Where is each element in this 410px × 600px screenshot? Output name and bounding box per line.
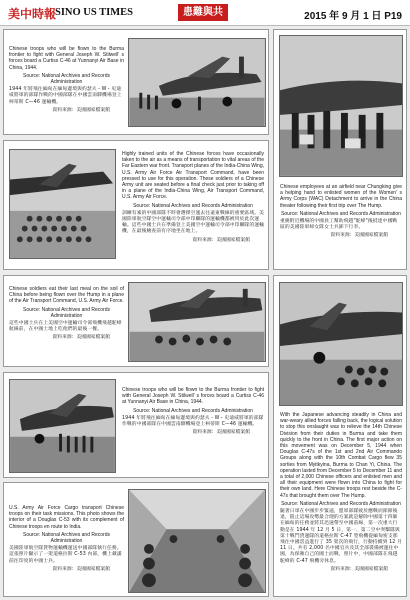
caption-cn: 重慶附近機場的中國員工幫助飛越"駝峰"後抵達中國戰區的美國陸軍婦女隊女士兵卸下行李。 xyxy=(280,219,398,231)
caption-6 xyxy=(280,184,402,242)
caption-cn-source: 資料來源：美國國家檔案館 xyxy=(330,566,388,572)
brand-english: SINO US TIMES xyxy=(55,7,134,18)
photo-troops-resting xyxy=(279,282,403,406)
caption-en: Chinese employees at an airfield near Chungking give a helping hand to enlisted women of the Women’ s Army Corps (WAC) Detachment to arrive in the China theater following their first trip over The Hump. xyxy=(280,184,402,209)
photo-wac-arrival xyxy=(279,35,403,177)
caption-cn: 隨著日軍在中國步步緊逼，盟軍部隊疲於應戰而節節後退，阻止這場攻勢最合理的方案就是解除中國第十四師在緬甸的任務並將其迅速帶至中國前線，第一次重大行動是在 1944 年 12 月 5 日，第一、第二空中突擊隊與第十戰鬥貨運隊的道格拉斯 C-47 型飛機從緬甸密支那飛往中國霑益進行了 35 架次的飛行，行動持續到 12 月 11 日。共有 2,000 名中國官兵及其全部裝備被運往中國，為保衛自己的國土而戰，照片中，中國部隊在飛越駝峰的 C-47 飛機旁休息。 xyxy=(280,509,402,564)
caption-cn: 美國陸軍航空隊貨物運輸機運送中國部隊執行任務。這張照片顯示了一架道格拉斯 C-53 內部，機上載滿前往印度的中國士兵。 xyxy=(9,546,122,564)
caption-cn-source: 資料來源：美國國家檔案館 xyxy=(330,233,388,239)
caption-cn: 1944 年將飛往緬甸在緬甸邊境與約瑟夫・W・史迪威將軍的部隊作戰的中國部隊在中國雲南驛機場登上柯蒂斯 C—46 運輸機。 xyxy=(122,415,264,428)
story-panel-7 xyxy=(273,275,407,597)
caption-3 xyxy=(9,286,124,344)
story-panel-4 xyxy=(3,372,269,478)
photo-last-meal xyxy=(128,282,266,362)
photo-c46-boarding-2 xyxy=(9,379,116,473)
caption-source: Source: National Archives and Records Administration xyxy=(133,407,253,414)
caption-cn-source: 資料來源：美國國家檔案館 xyxy=(192,430,250,436)
caption-4 xyxy=(122,387,264,438)
caption-en: Chinese troops who will be flown to the Burma frontier to fight with General Joseph W. Stilwell’ s forces board a Curtiss C-46 at Yunnanyi Air Base in China, 1944. xyxy=(9,46,124,71)
section-title: 患難與共 xyxy=(178,4,228,21)
caption-cn-source: 資料來源：美國國家檔案館 xyxy=(52,107,110,113)
caption-2 xyxy=(122,151,264,246)
photo-soldiers-seated xyxy=(9,149,116,259)
story-panel-5 xyxy=(3,482,269,597)
story-panel-2 xyxy=(3,140,269,270)
story-panel-3 xyxy=(3,275,269,367)
caption-7 xyxy=(280,412,402,575)
caption-cn-source: 資料來源：美國國家檔案館 xyxy=(52,335,110,341)
caption-en: Chinese soldiers eat their last meal on the soil of China before being flown over the Hump in a plane of the Air Transport Command, U.S. Army Air Force. xyxy=(9,286,124,305)
date-page: 2015 年 9 月 1 日 P19 xyxy=(304,11,402,22)
masthead xyxy=(0,0,410,26)
caption-source: Source: National Archives and Records Administration xyxy=(23,72,110,86)
caption-cn-source: 資料來源：美國國家檔案館 xyxy=(52,566,110,572)
caption-en: U.S. Army Air Force Cargo transport Chinese troops on their task missions. This photo shows the interior of a Douglas C-53 with its complement of Chinese troops en route to India. xyxy=(9,505,124,530)
photo-c46-boarding xyxy=(128,38,266,127)
caption-cn: 訓練有素的中國部隊不時會選擇空運去往遠東戰線的重要區域。美國陸軍航空隊空中運輸司令部中印聯隊的運輸機都被用於此次運輸。這些中國士兵在準備登上美國空中運輸司令部中印聯隊的運輸機，在最後檢查前有序地坐在地上。 xyxy=(122,210,265,235)
caption-cn-source: 資料來源：美國國家檔案館 xyxy=(192,237,250,243)
caption-source: Source: National Archives and Records Administration xyxy=(23,306,110,319)
caption-source: Source: National Archives and Records Administration xyxy=(23,531,110,545)
caption-en: Chinese troops who will be flown to the Burma frontier to fight with General Joseph W. Stilwell’ s forces board a Curtiss C-46 at Yunnanyi Air Base in China, 1944. xyxy=(122,387,264,406)
story-panel-1 xyxy=(3,29,269,135)
photo-c53-interior xyxy=(128,489,266,593)
caption-en: Highly trained units of the Chinese forces have occasionally taken to the air as a means of transportation to vital areas of the Far Eastern war front. Transport planes of the India-China Wing, U.S. Army Air Force Air Transport Command, have been pressed to use for this operation. These soldiers of a Chinese Army unit are seated before a final check just prior to taking off in a plane of the India-China Wing, Air Transport Command, U.S. Army Air Force. xyxy=(122,151,265,201)
caption-source: Source: National Archives and Records Administration xyxy=(281,210,401,217)
caption-cn: 這些中國士兵在上美國空中運輸司令部飛機飛越駝峰航線前，在中國土地上吃他們的最後一餐。 xyxy=(9,321,122,333)
brand-chinese: 美中時報 xyxy=(8,7,57,21)
caption-source: Source: National Archives and Records Administration xyxy=(133,202,253,209)
story-panel-6 xyxy=(273,29,407,270)
caption-1 xyxy=(9,46,124,116)
caption-5 xyxy=(9,505,124,575)
caption-cn: 1944 年將飛往緬甸在緬甸邊境與約瑟夫・W・史迪威將軍的部隊作戰的中國部隊在中國雲南驛機場登上柯蒂斯 C—46 運輸機。 xyxy=(9,87,122,105)
caption-en: With the Japanese advancing steadily in China and war-weary allied forces falling back, the logical solution to stop this onslaught was to relieve the 14th Chinese Division from their duties in Burma and take them quickly to the front in China. The first major action on this movement was on December 5, 1944 when Douglas C-47s of the 1st and 2nd Air Commando Groups along with the 10th Combat Cargo flew 35 sorties from Myitkyina, Burma to Chan Yi, China. The operation lasted from December 5 to December 11 and a total of 2,000 Chinese officers and enlisted men and all their equipment were flown into China to fight for their own land. Here Chinese troops rest beside the C-47s that brought them over The Hump. xyxy=(280,412,402,499)
caption-source: Source: National Archives and Records Administration xyxy=(281,500,401,507)
